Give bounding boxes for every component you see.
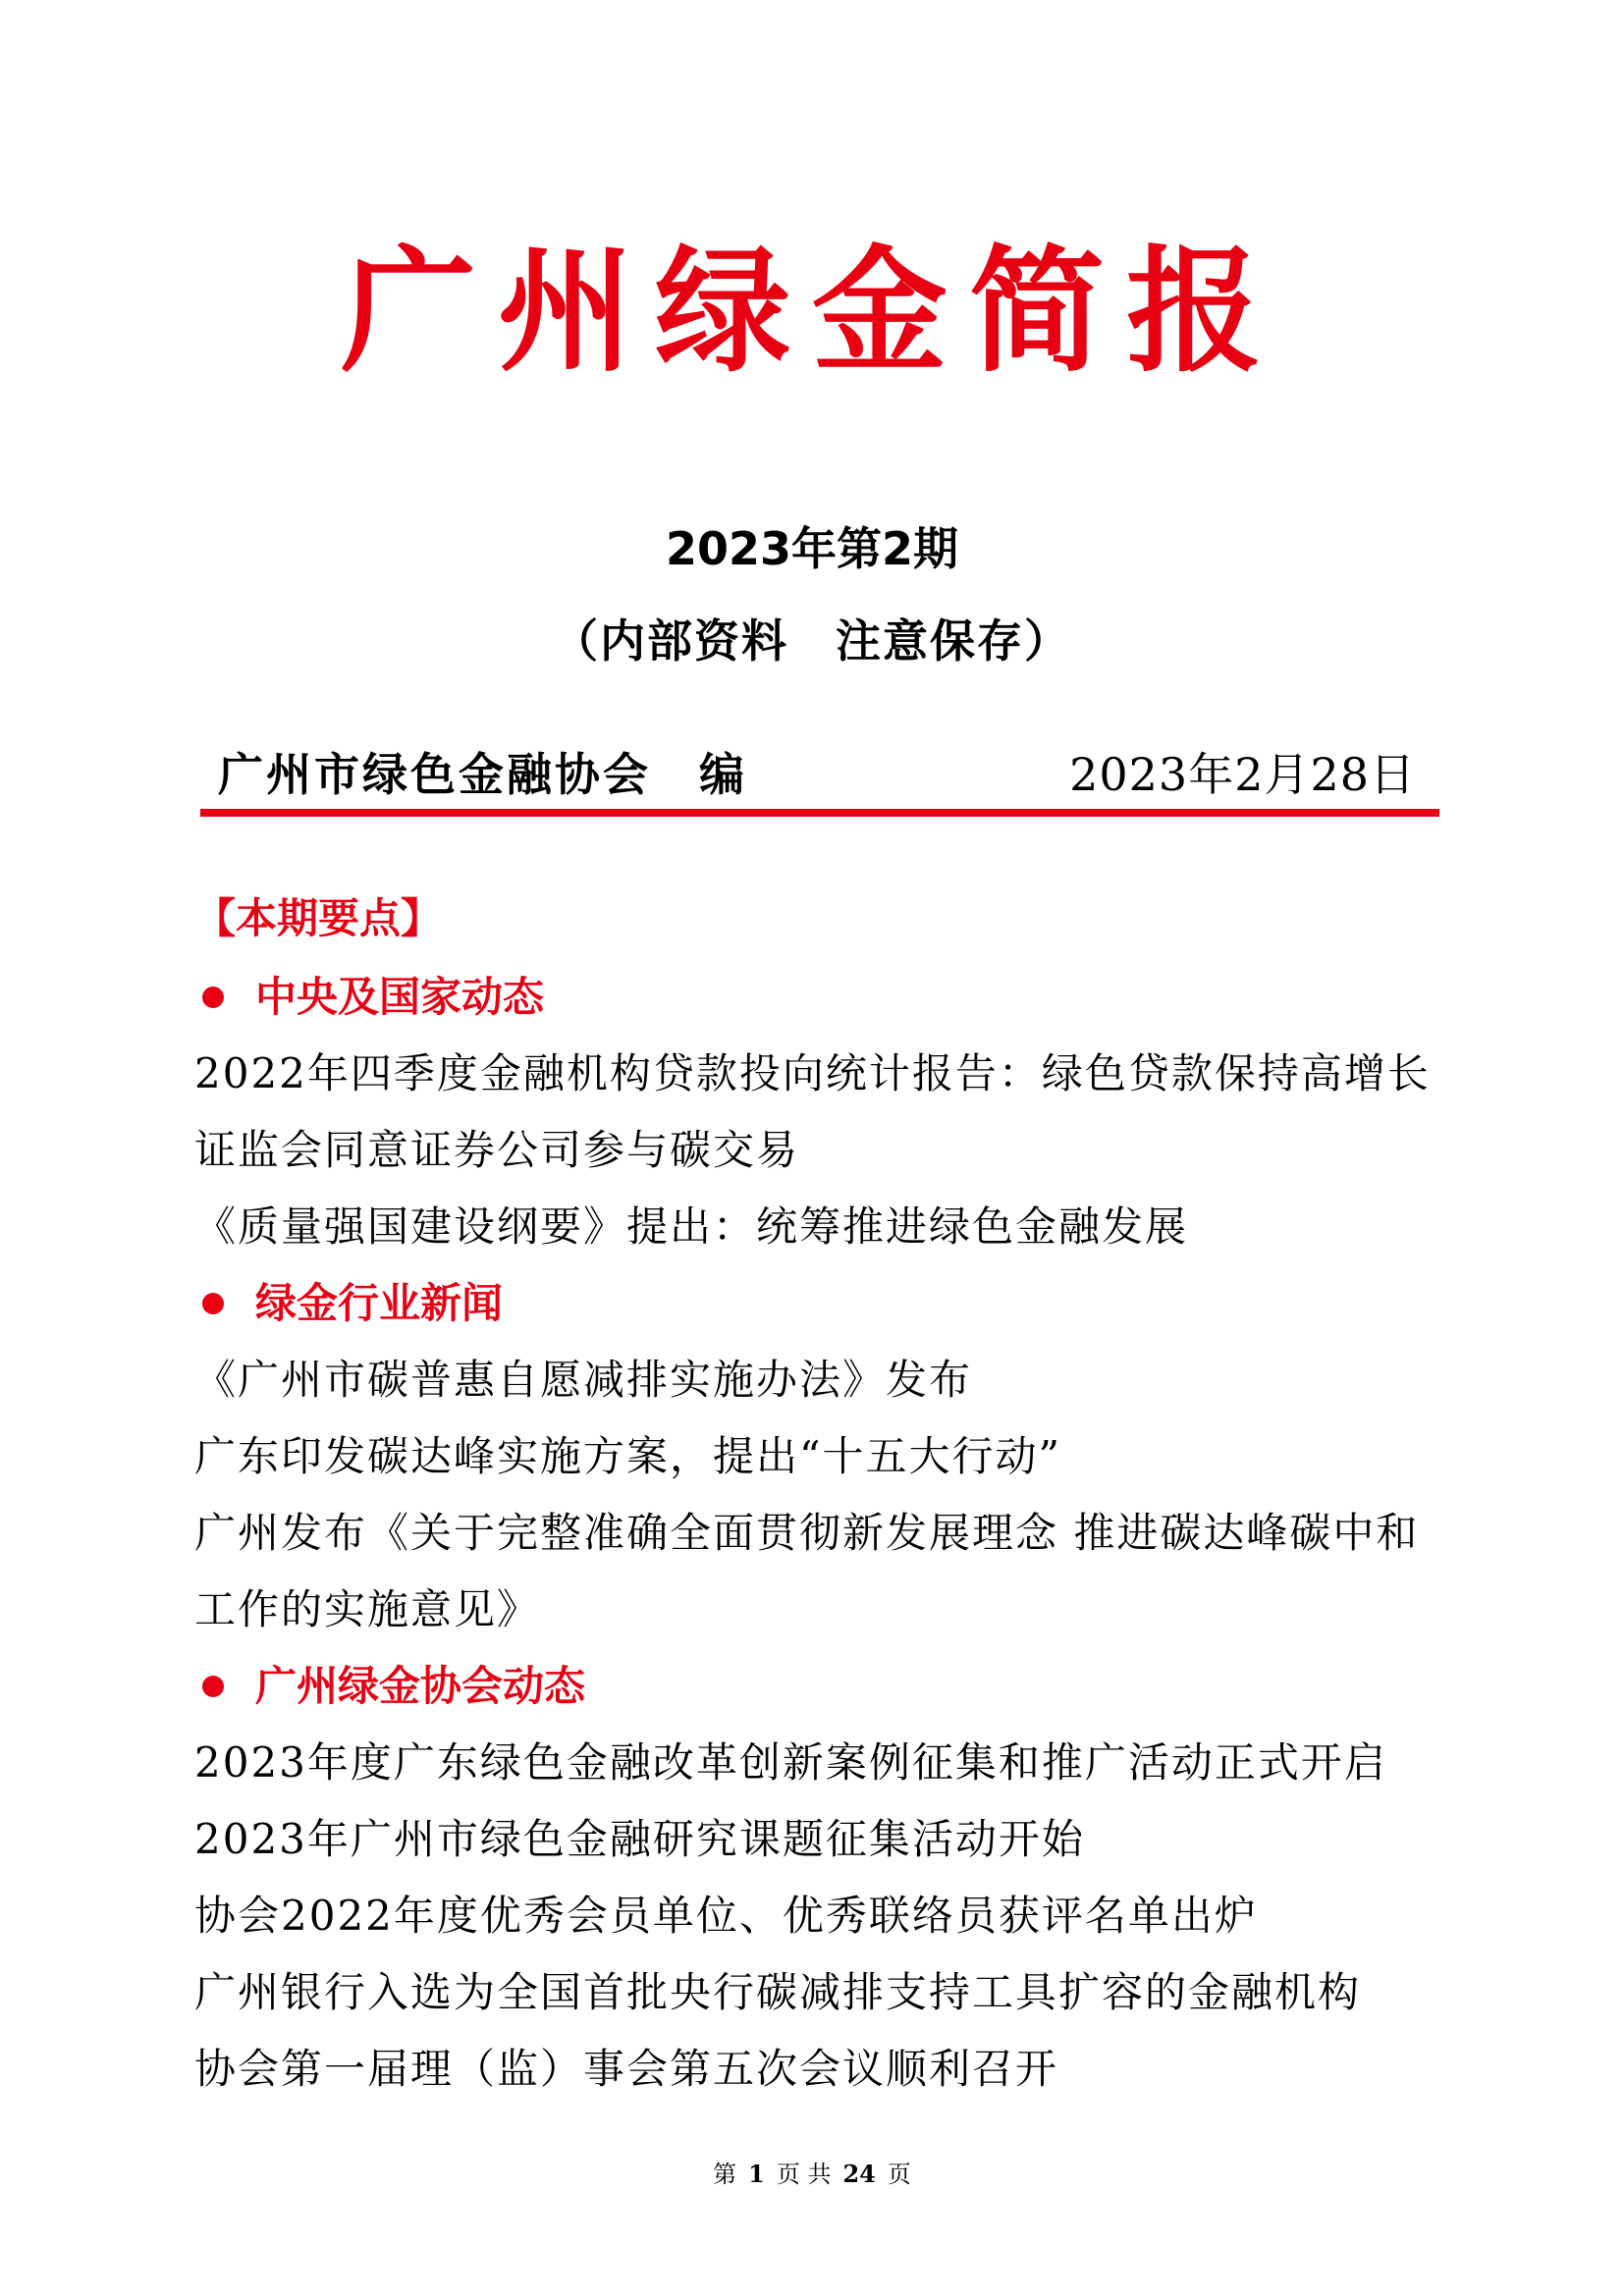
highlights-heading: 【本期要点】: [194, 894, 443, 942]
list-item: 2023年度广东绿色金融改革创新案例征集和推广活动正式开启: [194, 1738, 1387, 1787]
list-item: 《质量强国建设纲要》提出：统筹推进绿色金融发展: [194, 1202, 1189, 1251]
red-divider-rule: [200, 809, 1439, 817]
section-heading-association: [194, 1657, 1471, 1716]
bullet-dot-icon: [202, 987, 224, 1008]
list-item: 2023年广州市绿色金融研究课题征集活动开始: [194, 1815, 1085, 1863]
internal-note: （内部资料 注意保存）: [553, 614, 1071, 667]
list-item: 广州发布《关于完整准确全面贯彻新发展理念 推进碳达峰碳中和: [194, 1509, 1420, 1557]
list-item: 广州银行入选为全国首批央行碳减排支持工具扩容的金融机构: [194, 1968, 1362, 2016]
total-pages: 24: [842, 2160, 876, 2188]
list-item: 《广州市碳普惠自愿减排实施办法》发布: [194, 1356, 973, 1404]
footer-suffix: 页: [887, 2161, 911, 2188]
publish-date: 2023年2月28日: [1069, 748, 1416, 801]
page-footer: [0, 2158, 1624, 2191]
list-item: 广东印发碳达峰实施方案，提出“十五大行动”: [194, 1432, 1061, 1480]
section-heading-national: [194, 968, 1471, 1027]
section-title: 绿金行业新闻: [255, 1279, 504, 1327]
publisher-row: [218, 742, 1416, 807]
list-item: 协会第一届理（监）事会第五次会议顺利召开: [194, 2045, 1059, 2093]
issue-number: 2023年第2期: [665, 522, 959, 575]
list-item: 工作的实施意见》: [194, 1585, 541, 1633]
footer-prefix: 第: [713, 2161, 737, 2188]
list-item: 2022年四季度金融机构贷款投向统计报告：绿色贷款保持高增长: [194, 1049, 1431, 1097]
section-heading-industry: [194, 1274, 1471, 1333]
highlights-content: [194, 889, 1471, 2116]
current-page-number: 1: [748, 2160, 765, 2188]
list-item: 证监会同意证券公司参与碳交易: [194, 1126, 800, 1174]
footer-middle: 页 共: [776, 2161, 832, 2188]
masthead-title: 广州绿金简报: [340, 233, 1283, 391]
list-item: 协会2022年度优秀会员单位、优秀联络员获评名单出炉: [194, 1892, 1258, 1940]
section-title: 广州绿金协会动态: [255, 1662, 586, 1710]
bullet-dot-icon: [202, 1676, 224, 1697]
publisher-name: 广州市绿色金融协会 编: [218, 748, 747, 801]
bullet-dot-icon: [202, 1293, 224, 1314]
section-title: 中央及国家动态: [255, 973, 545, 1021]
